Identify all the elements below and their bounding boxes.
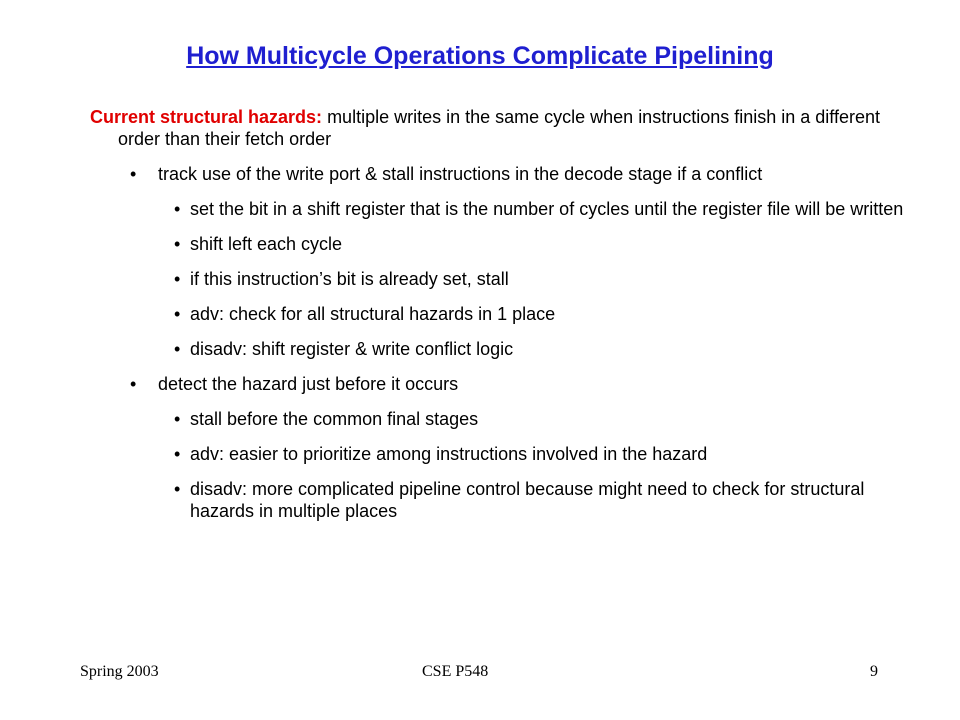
bullet-icon: • <box>130 164 137 184</box>
item-text: adv: easier to prioritize among instructions involved in the hazard <box>190 444 708 464</box>
list-item-level1 <box>130 163 910 185</box>
slide-body <box>90 106 910 522</box>
item-text: adv: check for all structural hazards in 1 place <box>190 304 556 324</box>
bullet-icon: • <box>174 269 181 289</box>
list-item-level2 <box>174 443 910 465</box>
item-text: disadv: more complicated pipeline control because might need to check for structural hazards in multiple places <box>190 479 865 521</box>
item-text: stall before the common final stages <box>190 409 479 429</box>
lead-paragraph <box>90 106 910 150</box>
slide-title: How Multicycle Operations Complicate Pipelining <box>186 42 774 70</box>
footer-date: Spring 2003 <box>80 663 159 680</box>
item-text: shift left each cycle <box>190 234 343 254</box>
lead-text: multiple writes in the same cycle when instructions finish in a different order than their fetch order <box>118 107 880 149</box>
list-item-level2 <box>174 268 910 290</box>
item-text: disadv: shift register & write conflict logic <box>190 339 514 359</box>
list-item-level1 <box>130 373 910 395</box>
bullet-icon: • <box>174 409 181 429</box>
bullet-icon: • <box>174 234 181 254</box>
list-item-level2 <box>174 198 910 220</box>
list-item-level2 <box>174 303 910 325</box>
bullet-icon: • <box>174 479 181 499</box>
bullet-icon: • <box>174 304 181 324</box>
item-text: if this instruction’s bit is already set, stall <box>190 269 509 289</box>
footer-page-number: 9 <box>870 663 878 680</box>
item-text: detect the hazard just before it occurs <box>158 374 459 394</box>
bullet-icon: • <box>174 339 181 359</box>
list-item-level2 <box>174 233 910 255</box>
lead-label: Current structural hazards: <box>90 107 323 127</box>
item-text: track use of the write port & stall instructions in the decode stage if a conflict <box>158 164 763 184</box>
footer-course: CSE P548 <box>422 663 489 680</box>
item-text: set the bit in a shift register that is the number of cycles until the register file will be written <box>190 199 904 219</box>
bullet-icon: • <box>174 199 181 219</box>
list-item-level2 <box>174 408 910 430</box>
bullet-icon: • <box>130 374 137 394</box>
list-item-level2 <box>174 478 910 522</box>
bullet-icon: • <box>174 444 181 464</box>
list-item-level2 <box>174 338 910 360</box>
